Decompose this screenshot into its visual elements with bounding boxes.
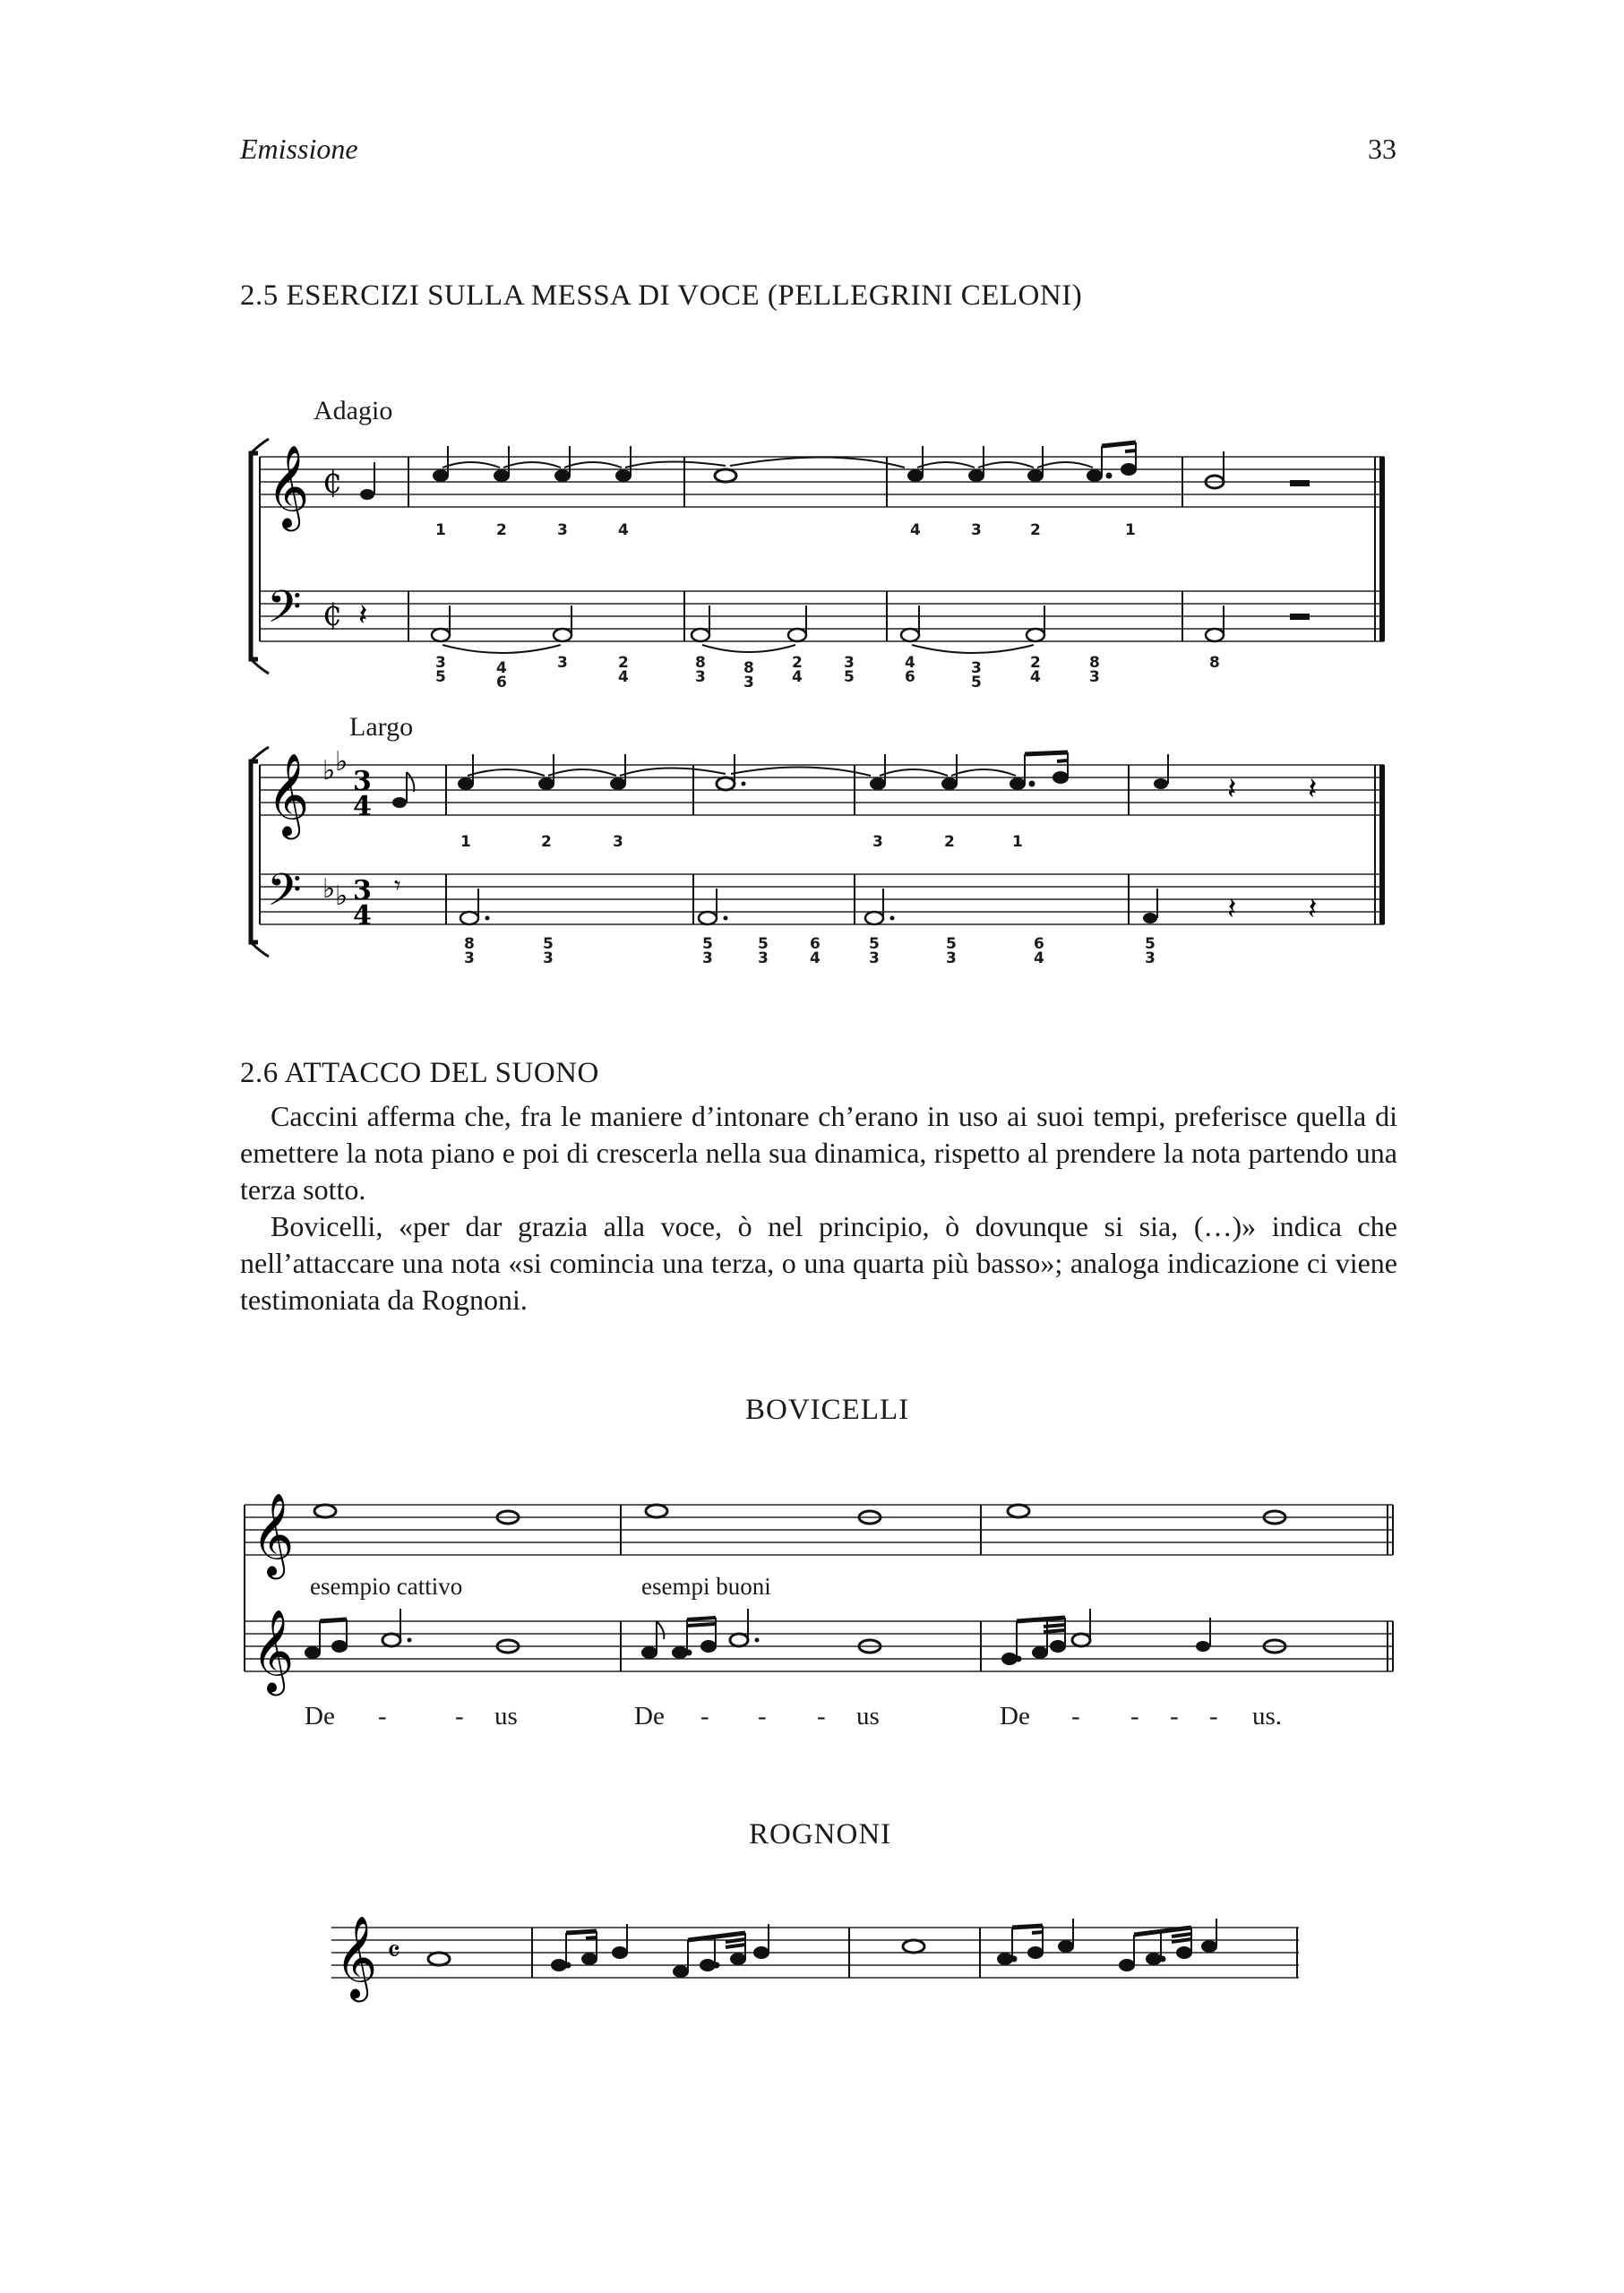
finger-number: 4 (910, 521, 921, 539)
page-number: 33 (1368, 133, 1396, 165)
body-text (240, 1098, 1397, 1318)
lyrics-line (0, 1702, 1624, 1738)
finger-number: 4 (618, 521, 629, 539)
lyric-syllable: - (378, 1702, 387, 1730)
section-heading-2-6: 2.6 ATTACCO DEL SUONO (240, 1057, 599, 1089)
caption-rognoni: ROGNONI (749, 1818, 892, 1851)
bass-figure: 6 (905, 668, 915, 686)
bass-figure: 3 (1145, 949, 1156, 967)
svg-text:𝄴: 𝄴 (387, 1934, 401, 1970)
svg-text:𝄽: 𝄽 (1308, 891, 1318, 927)
bass-figure: 8 (464, 935, 475, 953)
svg-text:₵: ₵ (322, 597, 342, 633)
bass-figure: 3 (946, 949, 957, 967)
svg-text:𝄞: 𝄞 (267, 444, 310, 528)
bass-figure: 3 (971, 659, 982, 677)
svg-text:𝄽: 𝄽 (358, 597, 368, 633)
finger-number: 3 (557, 521, 568, 539)
lyric-syllable: - (1170, 1702, 1179, 1730)
lyric-syllable: us. (1252, 1702, 1283, 1730)
section-heading-2-5: 2.5 ESERCIZI SULLA MESSA DI VOCE (PELLEGRINI CELONI) (240, 279, 1083, 312)
bass-figure: 4 (496, 659, 507, 677)
bass-figure: 5 (758, 935, 769, 953)
svg-text:3: 3 (353, 875, 372, 906)
music-example-rognoni (331, 1906, 1317, 2005)
paragraph-caccini: Caccini afferma che, fra le maniere d’intonare ch’erano in uso ai suoi tempi, preferisce quella di emettere la nota piano e poi di crescerla nella sua dinamica, rispetto al prendere la nota partendo una terza sotto. (240, 1100, 1397, 1206)
bass-figure: 5 (869, 935, 880, 953)
bass-figure: 3 (758, 949, 769, 967)
finger-number: 3 (971, 521, 982, 539)
bass-figure: 3 (435, 654, 446, 672)
largo-figures (224, 743, 1415, 985)
bass-figure: 3 (702, 949, 713, 967)
lyric-syllable: De (634, 1702, 665, 1730)
svg-text:𝄞: 𝄞 (267, 752, 310, 836)
bass-figure: 5 (844, 668, 855, 686)
finger-number: 2 (496, 521, 507, 539)
bass-figure: 5 (702, 935, 713, 953)
svg-text:♭: ♭ (335, 880, 348, 912)
finger-number: 2 (1030, 521, 1041, 539)
bass-figure: 2 (792, 654, 803, 672)
running-header-title: Emissione (240, 133, 358, 165)
lyric-syllable: - (1209, 1702, 1218, 1730)
finger-number: 2 (944, 833, 955, 851)
svg-text:♭: ♭ (322, 755, 336, 786)
adagio-figures (224, 430, 1415, 708)
bass-figure: 8 (743, 659, 754, 677)
bass-figure: 4 (905, 654, 915, 672)
svg-text:𝄢: 𝄢 (267, 581, 302, 644)
lyric-syllable: - (700, 1702, 709, 1730)
bass-figure: 5 (971, 674, 982, 691)
svg-text:𝄽: 𝄽 (1308, 771, 1318, 807)
bass-figure: 8 (1089, 654, 1100, 672)
tempo-marking-largo: Largo (349, 712, 414, 742)
bass-figure: 5 (946, 935, 957, 953)
svg-text:𝄢: 𝄢 (267, 864, 302, 927)
paragraph-bovicelli: Bovicelli, «per dar grazia alla voce, ò nel principio, ò dovunque si sia, (…)» indica che nell’attaccare una nota «si comincia una terza, o una quarta più basso»; analoga indicazione ci viene testimoniata da Rognoni. (240, 1210, 1397, 1316)
bass-figure: 4 (618, 668, 629, 686)
finger-number: 3 (872, 833, 883, 851)
bass-figure: 8 (695, 654, 706, 672)
music-example-bovicelli (237, 1487, 1402, 1720)
lyric-syllable: - (455, 1702, 464, 1730)
lyric-syllable: - (817, 1702, 826, 1730)
lyric-syllable: - (1130, 1702, 1139, 1730)
bass-figure: 3 (557, 654, 568, 672)
tempo-marking-adagio: Adagio (314, 396, 393, 425)
finger-number: 1 (460, 833, 471, 851)
svg-text:𝄾: 𝄾 (394, 871, 401, 900)
finger-number: 1 (435, 521, 446, 539)
lyric-syllable: us (856, 1702, 880, 1730)
bass-figure: 3 (743, 674, 754, 691)
svg-text:𝄞: 𝄞 (335, 1915, 378, 1998)
lyric-syllable: De (305, 1702, 335, 1730)
bass-figure: 5 (435, 668, 446, 686)
label-esempio-cattivo: esempio cattivo (310, 1573, 463, 1600)
svg-text:3: 3 (353, 766, 372, 797)
lyric-syllable: De (1000, 1702, 1030, 1730)
bass-figure: 2 (1030, 654, 1041, 672)
svg-text:♭: ♭ (335, 746, 348, 777)
bass-figure: 4 (1030, 668, 1041, 686)
lyric-syllable: - (758, 1702, 767, 1730)
svg-text:𝄽: 𝄽 (1227, 891, 1237, 927)
finger-number: 2 (541, 833, 552, 851)
svg-text:𝄞: 𝄞 (252, 1609, 295, 1692)
bass-figure: 5 (543, 935, 554, 953)
bass-figure: 6 (1034, 935, 1044, 953)
finger-number: 3 (613, 833, 623, 851)
bass-figure: 3 (695, 668, 706, 686)
bass-figure: 4 (792, 668, 803, 686)
svg-text:♭: ♭ (322, 873, 336, 905)
bass-figure: 4 (810, 949, 821, 967)
bass-figure: 3 (1089, 668, 1100, 686)
bass-figure: 3 (464, 949, 475, 967)
svg-text:4: 4 (353, 791, 372, 822)
bass-figure: 3 (869, 949, 880, 967)
bass-figure: 4 (1034, 949, 1044, 967)
label-esempi-buoni: esempi buoni (641, 1573, 771, 1600)
svg-text:₵: ₵ (322, 465, 342, 501)
finger-number: 1 (1012, 833, 1023, 851)
lyric-syllable: - (1071, 1702, 1080, 1730)
svg-text:𝄽: 𝄽 (1227, 771, 1237, 807)
lyric-syllable: us (494, 1702, 518, 1730)
caption-bovicelli: BOVICELLI (745, 1394, 910, 1426)
bass-figure: 8 (1209, 654, 1220, 672)
bass-figure: 5 (1145, 935, 1156, 953)
bass-figure: 2 (618, 654, 629, 672)
finger-number: 1 (1125, 521, 1136, 539)
svg-text:4: 4 (353, 900, 372, 932)
bass-figure: 3 (844, 654, 855, 672)
svg-text:𝄞: 𝄞 (252, 1492, 295, 1576)
bass-figure: 3 (543, 949, 554, 967)
bass-figure: 6 (496, 674, 507, 691)
bass-figure: 6 (810, 935, 821, 953)
